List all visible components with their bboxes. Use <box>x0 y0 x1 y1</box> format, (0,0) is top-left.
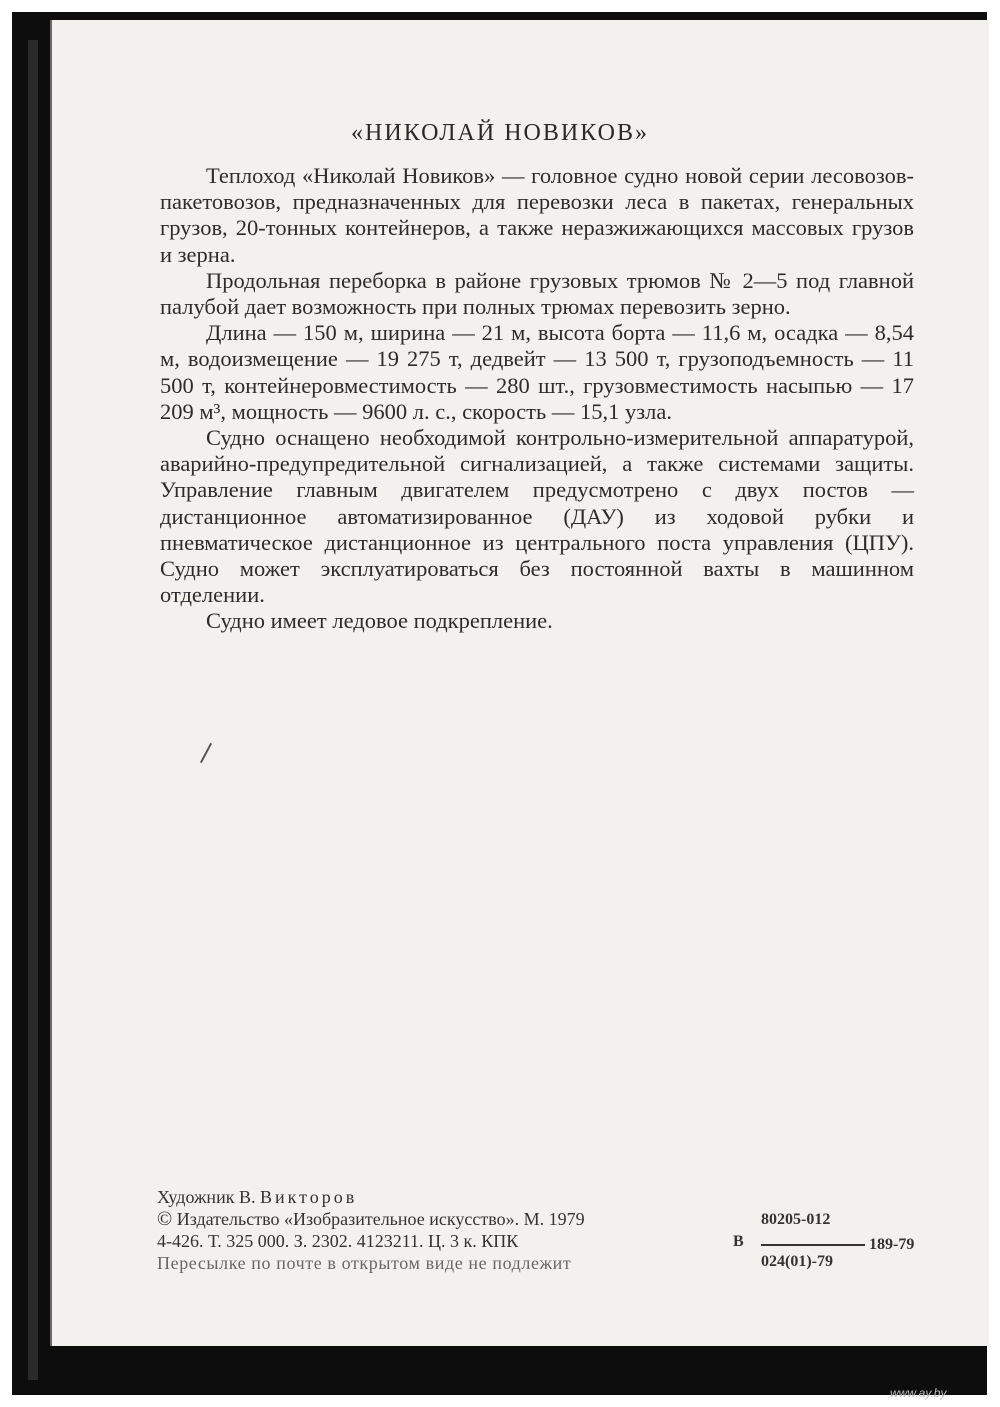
paragraph-equipment: Судно оснащено необходимой контрольно-измерительной аппаратурой, аварийно-предупредительной сигнализацией, а также системами защиты. Управление главным двигателем предусмотрено с двух постов — дистанционное автоматизированное (ДАУ) из ходовой рубки и пневматическое дистанционное из центрального поста управления (ЦПУ). Судно может эксплуатироваться без постоянной вахты в машинном отделении. <box>160 425 914 608</box>
catalog-prefix: В <box>733 1233 744 1250</box>
catalog-numerator: 80205-012 <box>761 1211 831 1228</box>
watermark: www.ay.by <box>890 1386 947 1400</box>
catalog-denominator: 024(01)-79 <box>761 1253 833 1270</box>
card-edge-shadow <box>28 40 38 1380</box>
fraction-bar <box>761 1244 865 1246</box>
postal-note: Пересылке по почте в открытом виде не подлежит <box>157 1253 572 1273</box>
artist-label: Художник В. <box>157 1187 256 1207</box>
paragraph-ice: Судно имеет ледовое подкрепление. <box>206 608 553 634</box>
publisher-text: Издательство «Изобразительное искусство». М. 1979 <box>176 1209 585 1229</box>
paragraph-bulkhead: Продольная переборка в районе грузовых трюмов № 2—5 под главной палубой дает возможность при полных трюмах перевозить зерно. <box>160 267 914 320</box>
catalog-suffix: 189-79 <box>869 1236 915 1253</box>
paragraph-intro: Теплоход «Николай Новиков» — головное судно новой серии лесовозов-пакетовозов, предназначенных для перевозки леса в пакетах, генеральных грузов, 20-тонных контейнеров, а также неразжижающихся массовых грузов и зерна. <box>160 163 914 267</box>
catalog-code <box>733 1211 933 1281</box>
print-info-line: 4-426. Т. 325 000. З. 2302. 4123211. Ц. 3 к. КПК <box>157 1231 519 1251</box>
artist-line <box>157 1186 917 1208</box>
artist-name: Викторов <box>259 1187 358 1207</box>
description-text <box>160 163 914 635</box>
copyright-icon: © <box>157 1208 173 1230</box>
page-title: «НИКОЛАЙ НОВИКОВ» <box>351 120 649 146</box>
paragraph-specs: Длина — 150 м, ширина — 21 м, высота борта — 11,6 м, осадка — 8,54 м, водоизмещение — 19 275 т, дедвейт — 13 500 т, грузоподъемность — 11 500 т, контейнеровместимость — 280 шт., грузовместимость насыпью — 17 209 м³, мощность — 9600 л. с., скорость — 15,1 узла. <box>160 320 914 424</box>
